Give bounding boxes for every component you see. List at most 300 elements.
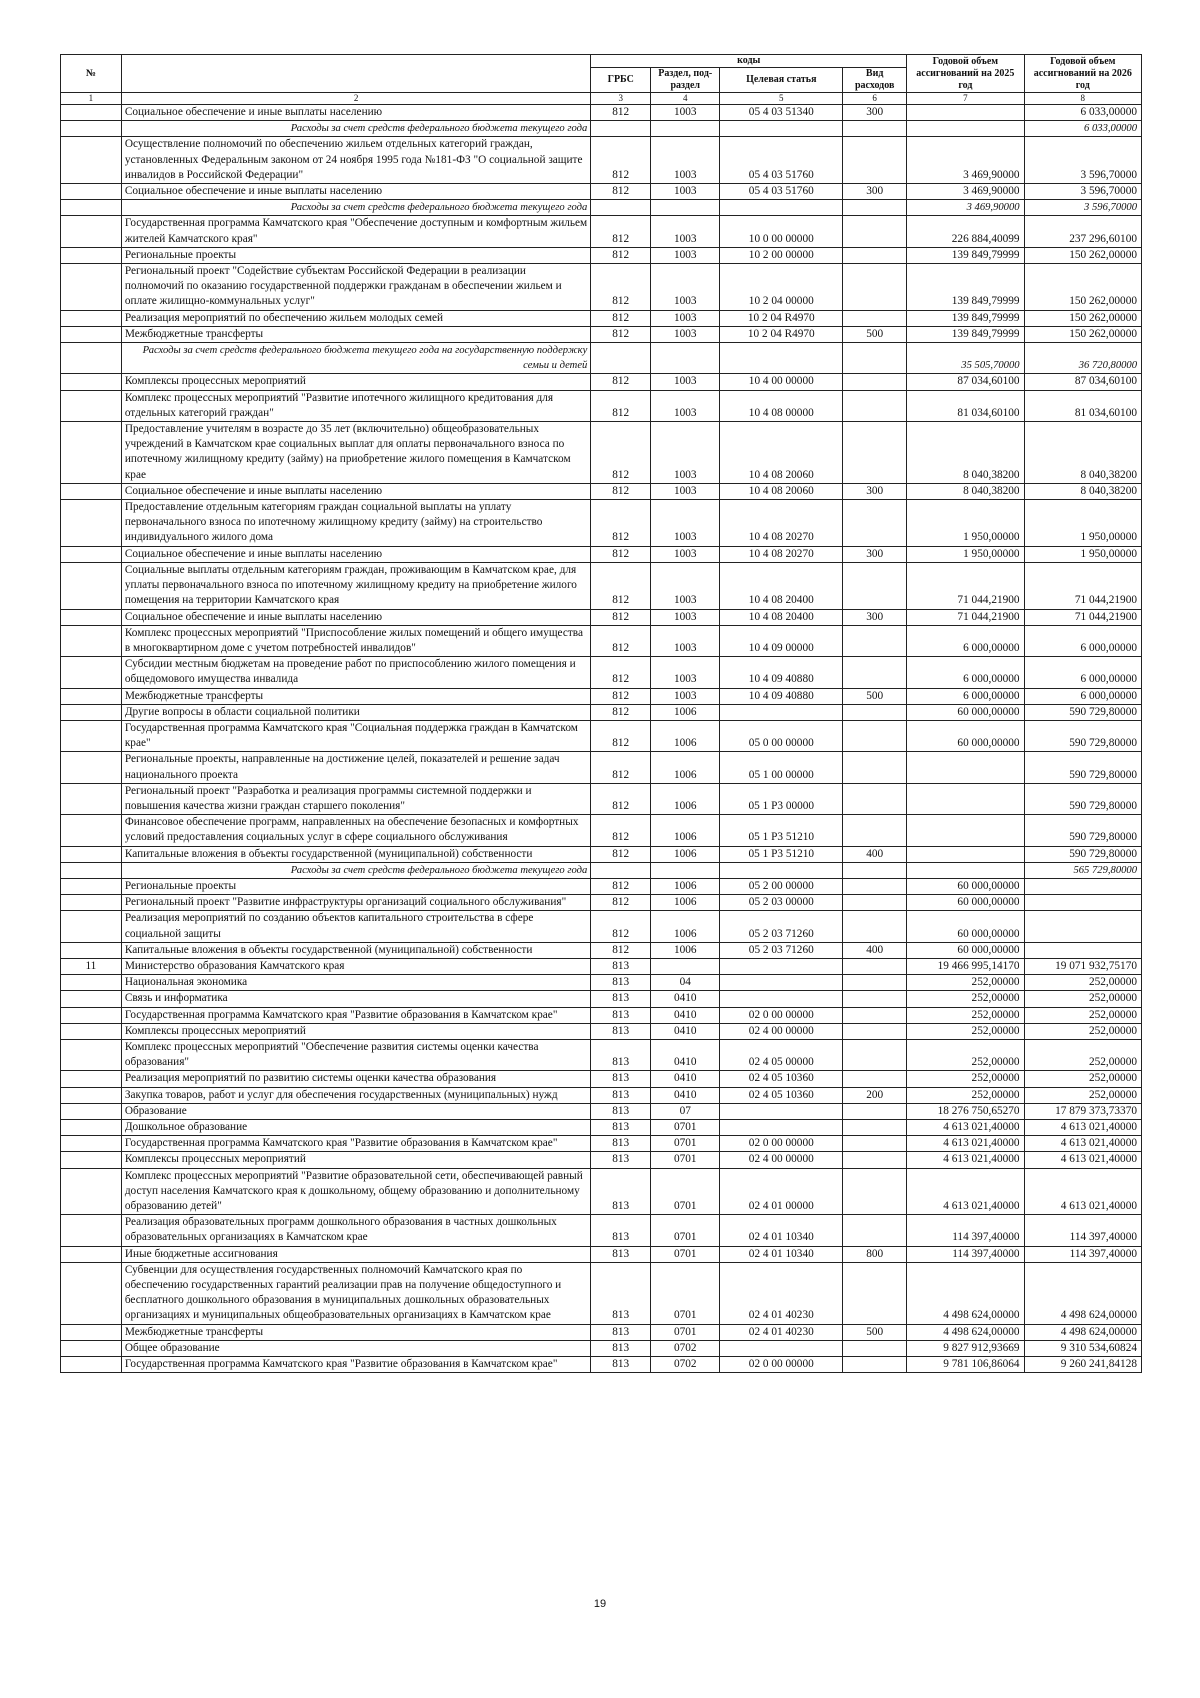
row-section-cell: 1003 — [651, 216, 720, 247]
row-2025-cell — [907, 752, 1024, 783]
row-target-cell: 10 4 08 20060 — [720, 483, 843, 499]
row-grbs-cell: 813 — [591, 1340, 651, 1356]
row-description-cell: Реализация мероприятий по созданию объектов капитального строительства в сфере социальной защиты — [121, 911, 591, 942]
row-2025-cell: 139 849,79999 — [907, 247, 1024, 263]
row-kind-cell — [843, 1136, 907, 1152]
row-target-cell — [720, 704, 843, 720]
row-description-cell: Капитальные вложения в объекты государственной (муниципальной) собственности — [121, 942, 591, 958]
row-number-cell — [61, 1246, 122, 1262]
row-kind-cell — [843, 1120, 907, 1136]
row-target-cell: 05 1 P3 51210 — [720, 846, 843, 862]
row-section-cell — [651, 121, 720, 137]
table-row — [61, 704, 1142, 720]
row-description-cell: Государственная программа Камчатского края "Обеспечение доступным и комфортным жильем жителей Камчатского края" — [121, 216, 591, 247]
table-row — [61, 688, 1142, 704]
table-row — [61, 752, 1142, 783]
row-target-cell: 02 4 00 00000 — [720, 1152, 843, 1168]
row-kind-cell — [843, 625, 907, 656]
row-2026-cell: 590 729,80000 — [1024, 752, 1141, 783]
row-target-cell: 10 4 08 20270 — [720, 500, 843, 547]
row-grbs-cell: 812 — [591, 184, 651, 200]
row-description-cell: Комплекс процессных мероприятий "Развитие ипотечного жилищного кредитования для отдельных категорий граждан" — [121, 390, 591, 421]
row-number-cell — [61, 609, 122, 625]
row-grbs-cell: 812 — [591, 704, 651, 720]
row-grbs-cell: 812 — [591, 105, 651, 121]
table-row — [61, 991, 1142, 1007]
row-2026-cell: 17 879 373,73370 — [1024, 1103, 1141, 1119]
row-target-cell: 10 4 09 40880 — [720, 688, 843, 704]
row-section-cell: 1003 — [651, 264, 720, 311]
row-description-cell: Реализация образовательных программ дошкольного образования в частных дошкольных образовательных организациях в Камчатском крае — [121, 1215, 591, 1246]
row-kind-cell — [843, 1340, 907, 1356]
row-grbs-cell — [591, 200, 651, 216]
row-number-cell — [61, 310, 122, 326]
row-description-cell: Региональный проект "Развитие инфраструктуры организаций социального обслуживания" — [121, 895, 591, 911]
row-kind-cell: 800 — [843, 1246, 907, 1262]
row-grbs-cell: 813 — [591, 1136, 651, 1152]
row-grbs-cell: 812 — [591, 783, 651, 814]
row-2026-cell: 36 720,80000 — [1024, 343, 1141, 374]
row-number-cell — [61, 562, 122, 609]
row-target-cell: 05 2 03 71260 — [720, 911, 843, 942]
row-number-cell — [61, 216, 122, 247]
row-section-cell: 1003 — [651, 625, 720, 656]
row-target-cell: 05 2 03 71260 — [720, 942, 843, 958]
row-description-cell: Государственная программа Камчатского края "Развитие образования в Камчатском крае" — [121, 1007, 591, 1023]
row-target-cell — [720, 343, 843, 374]
table-row-federal-note — [61, 200, 1142, 216]
header-grbs: ГРБС — [591, 68, 651, 93]
row-target-cell: 05 1 00 00000 — [720, 752, 843, 783]
row-target-cell: 02 4 01 40230 — [720, 1262, 843, 1324]
row-description-cell: Комплекс процессных мероприятий "Приспособление жилых помещений и общего имущества в многоквартирном доме с учетом потребностей инвалидов" — [121, 625, 591, 656]
row-description-cell: Комплексы процессных мероприятий — [121, 1023, 591, 1039]
row-description-cell: Региональные проекты — [121, 247, 591, 263]
row-number-cell — [61, 1071, 122, 1087]
row-description-cell: Комплексы процессных мероприятий — [121, 374, 591, 390]
row-2025-cell — [907, 121, 1024, 137]
table-row — [61, 1357, 1142, 1373]
row-kind-cell — [843, 1103, 907, 1119]
row-grbs-cell: 813 — [591, 1152, 651, 1168]
row-kind-cell — [843, 121, 907, 137]
row-kind-cell — [843, 895, 907, 911]
row-section-cell: 0701 — [651, 1168, 720, 1215]
row-kind-cell — [843, 343, 907, 374]
row-number-cell — [61, 1039, 122, 1070]
row-number-cell — [61, 688, 122, 704]
row-target-cell: 10 4 08 20400 — [720, 609, 843, 625]
budget-table-sheet — [60, 54, 1142, 1373]
row-kind-cell — [843, 390, 907, 421]
row-kind-cell — [843, 247, 907, 263]
row-grbs-cell: 812 — [591, 422, 651, 484]
row-kind-cell — [843, 862, 907, 878]
row-2026-cell: 1 950,00000 — [1024, 500, 1141, 547]
row-kind-cell — [843, 200, 907, 216]
row-2025-cell: 252,00000 — [907, 1071, 1024, 1087]
row-2026-cell — [1024, 895, 1141, 911]
row-2026-cell — [1024, 911, 1141, 942]
row-target-cell: 10 2 00 00000 — [720, 247, 843, 263]
row-kind-cell — [843, 878, 907, 894]
row-grbs-cell: 812 — [591, 546, 651, 562]
row-number-cell — [61, 1120, 122, 1136]
row-section-cell: 1006 — [651, 720, 720, 751]
row-grbs-cell: 812 — [591, 374, 651, 390]
table-row-federal-note — [61, 121, 1142, 137]
header-kind: Вид расходов — [843, 68, 907, 93]
row-grbs-cell: 813 — [591, 1215, 651, 1246]
row-2026-cell: 252,00000 — [1024, 1087, 1141, 1103]
row-2025-cell: 9 827 912,93669 — [907, 1340, 1024, 1356]
row-number-cell — [61, 625, 122, 656]
row-2025-cell: 71 044,21900 — [907, 562, 1024, 609]
row-section-cell: 0702 — [651, 1340, 720, 1356]
row-section-cell: 1003 — [651, 483, 720, 499]
row-grbs-cell: 813 — [591, 975, 651, 991]
row-number-cell — [61, 326, 122, 342]
row-2026-cell: 3 596,70000 — [1024, 184, 1141, 200]
table-row — [61, 184, 1142, 200]
row-2026-cell: 9 260 241,84128 — [1024, 1357, 1141, 1373]
row-target-cell: 02 4 00 00000 — [720, 1023, 843, 1039]
row-number-cell — [61, 1136, 122, 1152]
row-kind-cell — [843, 752, 907, 783]
row-number-cell — [61, 546, 122, 562]
row-number-cell — [61, 1262, 122, 1324]
row-target-cell: 10 4 09 00000 — [720, 625, 843, 656]
row-2026-cell: 4 498 624,00000 — [1024, 1262, 1141, 1324]
table-row — [61, 657, 1142, 688]
row-2025-cell: 6 000,00000 — [907, 625, 1024, 656]
row-kind-cell — [843, 991, 907, 1007]
table-row — [61, 483, 1142, 499]
row-section-cell: 0701 — [651, 1136, 720, 1152]
row-grbs-cell — [591, 121, 651, 137]
row-kind-cell — [843, 500, 907, 547]
row-description-cell: Субсидии местным бюджетам на проведение работ по приспособлению жилого помещения и общедомового имущества инвалида — [121, 657, 591, 688]
row-kind-cell — [843, 657, 907, 688]
row-2025-cell: 4 613 021,40000 — [907, 1136, 1024, 1152]
header-2026: Годовой объем ассигнований на 2026 год — [1024, 55, 1141, 93]
row-kind-cell — [843, 264, 907, 311]
header-row-top — [61, 55, 1142, 68]
row-2025-cell: 114 397,40000 — [907, 1246, 1024, 1262]
row-grbs-cell: 812 — [591, 657, 651, 688]
row-description-cell: Расходы за счет средств федерального бюджета текущего года — [121, 121, 591, 137]
row-target-cell: 05 1 P3 00000 — [720, 783, 843, 814]
row-2026-cell: 252,00000 — [1024, 1039, 1141, 1070]
table-row-federal-note — [61, 343, 1142, 374]
table-row — [61, 625, 1142, 656]
row-2025-cell: 252,00000 — [907, 1087, 1024, 1103]
row-2026-cell: 114 397,40000 — [1024, 1215, 1141, 1246]
row-section-cell: 1006 — [651, 878, 720, 894]
row-grbs-cell: 813 — [591, 1103, 651, 1119]
table-row — [61, 609, 1142, 625]
row-2025-cell: 1 950,00000 — [907, 546, 1024, 562]
row-section-cell: 0410 — [651, 991, 720, 1007]
row-number-cell — [61, 975, 122, 991]
row-number-cell — [61, 752, 122, 783]
row-description-cell: Расходы за счет средств федерального бюджета текущего года — [121, 862, 591, 878]
row-2025-cell: 35 505,70000 — [907, 343, 1024, 374]
row-number-cell — [61, 264, 122, 311]
table-row — [61, 1246, 1142, 1262]
header-2025: Годовой объем ассигнований на 2025 год — [907, 55, 1024, 93]
row-description-cell: Реализация мероприятий по развитию системы оценки качества образования — [121, 1071, 591, 1087]
row-grbs-cell: 812 — [591, 247, 651, 263]
row-kind-cell — [843, 1215, 907, 1246]
row-grbs-cell: 812 — [591, 878, 651, 894]
row-2025-cell: 252,00000 — [907, 1007, 1024, 1023]
row-2025-cell: 71 044,21900 — [907, 609, 1024, 625]
row-grbs-cell: 813 — [591, 958, 651, 974]
row-kind-cell — [843, 1262, 907, 1324]
row-section-cell: 0410 — [651, 1007, 720, 1023]
row-target-cell: 02 4 05 00000 — [720, 1039, 843, 1070]
row-number-cell — [61, 500, 122, 547]
row-2025-cell: 139 849,79999 — [907, 264, 1024, 311]
header-target: Целевая статья — [720, 68, 843, 93]
row-kind-cell — [843, 1007, 907, 1023]
table-row — [61, 1071, 1142, 1087]
row-description-cell: Региональный проект "Разработка и реализация программы системной поддержки и повышения качества жизни граждан старшего поколения" — [121, 783, 591, 814]
row-2025-cell: 252,00000 — [907, 1023, 1024, 1039]
table-body — [61, 105, 1142, 1373]
row-section-cell: 1003 — [651, 184, 720, 200]
table-row — [61, 720, 1142, 751]
row-target-cell: 02 4 05 10360 — [720, 1071, 843, 1087]
row-kind-cell — [843, 1152, 907, 1168]
row-2025-cell — [907, 815, 1024, 846]
table-row-federal-note — [61, 862, 1142, 878]
table-row — [61, 846, 1142, 862]
row-target-cell: 05 4 03 51760 — [720, 137, 843, 184]
table-row — [61, 1120, 1142, 1136]
table-row — [61, 1136, 1142, 1152]
table-row — [61, 374, 1142, 390]
row-grbs-cell: 813 — [591, 1120, 651, 1136]
row-grbs-cell: 813 — [591, 1039, 651, 1070]
row-target-cell: 05 1 P3 51210 — [720, 815, 843, 846]
row-description-cell: Другие вопросы в области социальной политики — [121, 704, 591, 720]
row-2026-cell: 150 262,00000 — [1024, 247, 1141, 263]
row-2025-cell: 19 466 995,14170 — [907, 958, 1024, 974]
row-grbs-cell: 813 — [591, 1262, 651, 1324]
row-2026-cell: 1 950,00000 — [1024, 546, 1141, 562]
row-2026-cell: 252,00000 — [1024, 1023, 1141, 1039]
row-section-cell: 1006 — [651, 846, 720, 862]
row-2025-cell — [907, 862, 1024, 878]
row-grbs-cell: 812 — [591, 390, 651, 421]
row-section-cell: 0702 — [651, 1357, 720, 1373]
row-section-cell: 1006 — [651, 911, 720, 942]
row-2026-cell: 590 729,80000 — [1024, 846, 1141, 862]
row-grbs-cell: 812 — [591, 895, 651, 911]
row-2026-cell: 4 613 021,40000 — [1024, 1168, 1141, 1215]
table-row — [61, 105, 1142, 121]
row-section-cell: 0701 — [651, 1324, 720, 1340]
row-description-cell: Закупка товаров, работ и услуг для обеспечения государственных (муниципальных) нужд — [121, 1087, 591, 1103]
row-grbs-cell: 812 — [591, 500, 651, 547]
row-description-cell: Региональный проект "Содействие субъектам Российской Федерации в реализации полномочий по оказанию государственной поддержки гражданам в обеспечении жильем и оплате жилищно-коммунальных услуг" — [121, 264, 591, 311]
row-2026-cell: 6 000,00000 — [1024, 688, 1141, 704]
row-2026-cell: 150 262,00000 — [1024, 326, 1141, 342]
row-target-cell: 10 0 00 00000 — [720, 216, 843, 247]
row-2026-cell: 590 729,80000 — [1024, 720, 1141, 751]
row-target-cell — [720, 1340, 843, 1356]
row-kind-cell: 500 — [843, 326, 907, 342]
row-2026-cell: 4 498 624,00000 — [1024, 1324, 1141, 1340]
row-number-cell — [61, 1023, 122, 1039]
row-target-cell: 02 0 00 00000 — [720, 1007, 843, 1023]
table-row — [61, 1039, 1142, 1070]
row-2026-cell — [1024, 878, 1141, 894]
row-target-cell: 02 4 01 40230 — [720, 1324, 843, 1340]
row-number-cell — [61, 704, 122, 720]
row-description-cell: Предоставление отдельным категориям граждан социальной выплаты на уплату первоначального взноса по ипотечному жилищному кредиту (займу) на строительство индивидуального жилого дома — [121, 500, 591, 547]
row-2025-cell: 81 034,60100 — [907, 390, 1024, 421]
row-number-cell — [61, 1340, 122, 1356]
row-description-cell: Социальное обеспечение и иные выплаты населению — [121, 609, 591, 625]
row-2025-cell: 3 469,90000 — [907, 137, 1024, 184]
row-description-cell: Предоставление учителям в возрасте до 35 лет (включительно) общеобразовательных учреждений в Камчатском крае социальных выплат для оплаты первоначального взноса по ипотечному жилищному кредиту (займу) на приобретение жилого помещения в Камчатском крае — [121, 422, 591, 484]
row-2025-cell: 252,00000 — [907, 1039, 1024, 1070]
row-2025-cell — [907, 846, 1024, 862]
row-kind-cell — [843, 911, 907, 942]
row-target-cell: 05 2 00 00000 — [720, 878, 843, 894]
index-cell: 7 — [907, 93, 1024, 105]
row-grbs-cell: 812 — [591, 688, 651, 704]
table-row — [61, 310, 1142, 326]
row-target-cell: 10 4 08 20400 — [720, 562, 843, 609]
row-2026-cell: 252,00000 — [1024, 991, 1141, 1007]
row-grbs-cell: 813 — [591, 1007, 651, 1023]
row-section-cell: 1003 — [651, 105, 720, 121]
row-2026-cell: 8 040,38200 — [1024, 483, 1141, 499]
row-2025-cell: 6 000,00000 — [907, 688, 1024, 704]
row-2025-cell: 226 884,40099 — [907, 216, 1024, 247]
row-2026-cell: 71 044,21900 — [1024, 609, 1141, 625]
row-2025-cell: 1 950,00000 — [907, 500, 1024, 547]
row-grbs-cell: 813 — [591, 991, 651, 1007]
row-2025-cell: 3 469,90000 — [907, 200, 1024, 216]
row-2025-cell: 252,00000 — [907, 975, 1024, 991]
row-number-cell — [61, 184, 122, 200]
row-target-cell — [720, 975, 843, 991]
row-number-cell — [61, 247, 122, 263]
table-row — [61, 1215, 1142, 1246]
table-row — [61, 895, 1142, 911]
row-grbs-cell: 812 — [591, 911, 651, 942]
row-number-cell — [61, 1103, 122, 1119]
row-section-cell: 1006 — [651, 942, 720, 958]
row-2025-cell — [907, 105, 1024, 121]
table-row — [61, 878, 1142, 894]
row-2025-cell: 114 397,40000 — [907, 1215, 1024, 1246]
row-2026-cell: 590 729,80000 — [1024, 783, 1141, 814]
row-number-cell — [61, 390, 122, 421]
row-grbs-cell: 812 — [591, 264, 651, 311]
row-2026-cell: 4 613 021,40000 — [1024, 1120, 1141, 1136]
row-kind-cell — [843, 1071, 907, 1087]
row-section-cell: 1006 — [651, 752, 720, 783]
row-2025-cell: 87 034,60100 — [907, 374, 1024, 390]
row-grbs-cell: 813 — [591, 1324, 651, 1340]
row-section-cell: 0701 — [651, 1120, 720, 1136]
row-target-cell: 02 4 01 00000 — [720, 1168, 843, 1215]
row-kind-cell: 500 — [843, 1324, 907, 1340]
row-target-cell — [720, 200, 843, 216]
row-2026-cell: 9 310 534,60824 — [1024, 1340, 1141, 1356]
table-row — [61, 1007, 1142, 1023]
row-description-cell: Субвенции для осуществления государственных полномочий Камчатского края по обеспечению государственных гарантий реализации прав на получение общедоступного и бесплатного дошкольного образования в муниципальных дошкольных образовательных организациях и муниципальных общеобразовательных организациях в Камчатском крае — [121, 1262, 591, 1324]
row-target-cell — [720, 1103, 843, 1119]
row-number-cell — [61, 483, 122, 499]
row-description-cell: Образование — [121, 1103, 591, 1119]
row-number-cell — [61, 200, 122, 216]
row-kind-cell — [843, 1023, 907, 1039]
row-number-cell — [61, 1324, 122, 1340]
row-2026-cell: 590 729,80000 — [1024, 704, 1141, 720]
row-target-cell: 05 0 00 00000 — [720, 720, 843, 751]
row-number-cell — [61, 862, 122, 878]
row-target-cell: 02 4 01 10340 — [720, 1246, 843, 1262]
row-number-cell — [61, 942, 122, 958]
row-2026-cell: 4 613 021,40000 — [1024, 1152, 1141, 1168]
row-description-cell: Комплекс процессных мероприятий "Развитие образовательной сети, обеспечивающей равный доступ населения Камчатского края к дошкольному, общему образованию и дополнительному образованию детей" — [121, 1168, 591, 1215]
row-number-cell — [61, 105, 122, 121]
row-target-cell: 10 4 09 40880 — [720, 657, 843, 688]
row-2025-cell: 3 469,90000 — [907, 184, 1024, 200]
table-row — [61, 500, 1142, 547]
row-2026-cell: 71 044,21900 — [1024, 562, 1141, 609]
row-2026-cell: 237 296,60100 — [1024, 216, 1141, 247]
row-kind-cell — [843, 975, 907, 991]
row-section-cell: 1003 — [651, 422, 720, 484]
row-kind-cell: 400 — [843, 846, 907, 862]
row-2025-cell: 60 000,00000 — [907, 704, 1024, 720]
row-2025-cell: 252,00000 — [907, 991, 1024, 1007]
row-section-cell: 1006 — [651, 815, 720, 846]
row-section-cell: 1006 — [651, 783, 720, 814]
index-cell: 1 — [61, 93, 122, 105]
row-description-cell: Государственная программа Камчатского края "Социальная поддержка граждан в Камчатском крае" — [121, 720, 591, 751]
row-2025-cell: 60 000,00000 — [907, 878, 1024, 894]
row-grbs-cell: 812 — [591, 846, 651, 862]
row-number-cell — [61, 343, 122, 374]
index-cell: 4 — [651, 93, 720, 105]
row-number-cell — [61, 121, 122, 137]
row-section-cell: 1003 — [651, 247, 720, 263]
row-grbs-cell: 813 — [591, 1357, 651, 1373]
row-description-cell: Расходы за счет средств федерального бюджета текущего года на государственную поддержку семьи и детей — [121, 343, 591, 374]
table-row — [61, 942, 1142, 958]
row-grbs-cell: 813 — [591, 1168, 651, 1215]
row-description-cell: Реализация мероприятий по обеспечению жильем молодых семей — [121, 310, 591, 326]
row-target-cell: 10 4 08 20270 — [720, 546, 843, 562]
row-kind-cell — [843, 422, 907, 484]
row-2026-cell: 8 040,38200 — [1024, 422, 1141, 484]
row-description-cell: Межбюджетные трансферты — [121, 688, 591, 704]
row-number-cell — [61, 720, 122, 751]
row-2026-cell: 4 613 021,40000 — [1024, 1136, 1141, 1152]
row-section-cell: 0410 — [651, 1087, 720, 1103]
row-section-cell: 1003 — [651, 310, 720, 326]
row-section-cell: 0410 — [651, 1071, 720, 1087]
